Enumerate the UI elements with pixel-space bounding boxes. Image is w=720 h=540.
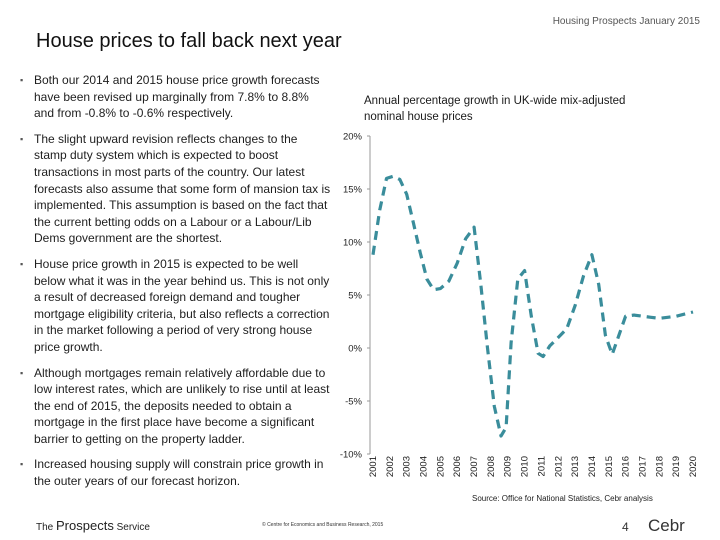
bullet-item: ▪ Increased housing supply will constrain price growth in the outer years of our forecast horizon. (20, 456, 332, 489)
y-tick-label: 20% (342, 131, 362, 143)
x-tick-label: 2015 (603, 456, 615, 478)
x-tick-label: 2007 (469, 456, 481, 478)
x-tick-label: 2020 (688, 456, 699, 478)
footer-brand-emphasis: Prospects (56, 518, 114, 533)
x-tick-label: 2019 (671, 456, 683, 478)
x-tick-label: 2003 (401, 456, 413, 478)
x-tick-label: 2009 (502, 456, 514, 478)
bullet-item: ▪ Both our 2014 and 2015 house price growth forecasts have been revised up marginally from 7.8% to 8.8% and from -0.8% to -0.6% respectively. (20, 72, 332, 122)
x-tick-label: 2002 (384, 456, 396, 478)
x-tick-label: 2011 (536, 456, 548, 477)
y-tick-label: 0% (348, 343, 362, 355)
x-tick-label: 2016 (620, 456, 632, 478)
chart-title: nominal house prices (364, 111, 473, 123)
house-price-growth-chart (330, 90, 720, 503)
y-tick-label: -5% (345, 396, 362, 408)
footer-brand-text: The (36, 522, 57, 533)
x-tick-label: 2017 (637, 456, 649, 478)
x-tick-label: 2012 (553, 456, 565, 478)
y-tick-label: 15% (342, 184, 362, 196)
x-tick-label: 2013 (570, 456, 582, 478)
x-tick-label: 2005 (435, 456, 447, 478)
chart-source: Source: Office for National Statistics, Cebr analysis (472, 494, 653, 503)
series-line (373, 176, 693, 436)
page-number: 4 (622, 520, 629, 534)
report-label: Housing Prospects January 2015 (552, 16, 700, 27)
x-tick-label: 2014 (586, 456, 598, 478)
bullet-item: ▪ House price growth in 2015 is expected to be well below what it was in the year behind us. This is not only a result of decreased foreign demand and tougher mortgage eligibility criteria, but also reflects a correction in the market following a period of very strong house price growth. (20, 256, 332, 356)
bullet-list (20, 72, 332, 499)
y-tick-label: -10% (339, 449, 362, 461)
y-tick-label: 10% (342, 237, 362, 249)
footer-brand-text: Service (113, 522, 150, 533)
page-title: House prices to fall back next year (36, 30, 342, 52)
footer-brand (36, 518, 150, 533)
y-tick-label: 5% (348, 290, 362, 302)
x-tick-label: 2006 (452, 456, 464, 478)
bullet-item: ▪ Although mortgages remain relatively affordable due to low interest rates, which are unlikely to rise until at least the end of 2015, the deposits needed to obtain a mortgage in the first place have become a significant barrier to getting on the property ladder. (20, 365, 332, 448)
footer-copyright: © Centre for Economics and Business Research, 2015 (262, 522, 384, 528)
x-tick-label: 2010 (519, 456, 531, 478)
bullet-item: ▪ The slight upward revision reflects changes to the stamp duty system which is expected to boost transactions in most parts of the country. Our latest forecasts also assume that some form of mansion tax is implemented. This assumption is based on the fact that the current betting odds on a Labour or a Labour/Lib Dems government are the shortest. (20, 131, 332, 247)
x-tick-label: 2018 (654, 456, 666, 478)
x-tick-label: 2004 (418, 456, 430, 478)
x-tick-label: 2001 (368, 456, 379, 478)
x-tick-label: 2008 (485, 456, 497, 478)
cebr-logo: Cebr (648, 516, 685, 535)
chart-title: Annual percentage growth in UK-wide mix-adjusted (364, 95, 626, 107)
